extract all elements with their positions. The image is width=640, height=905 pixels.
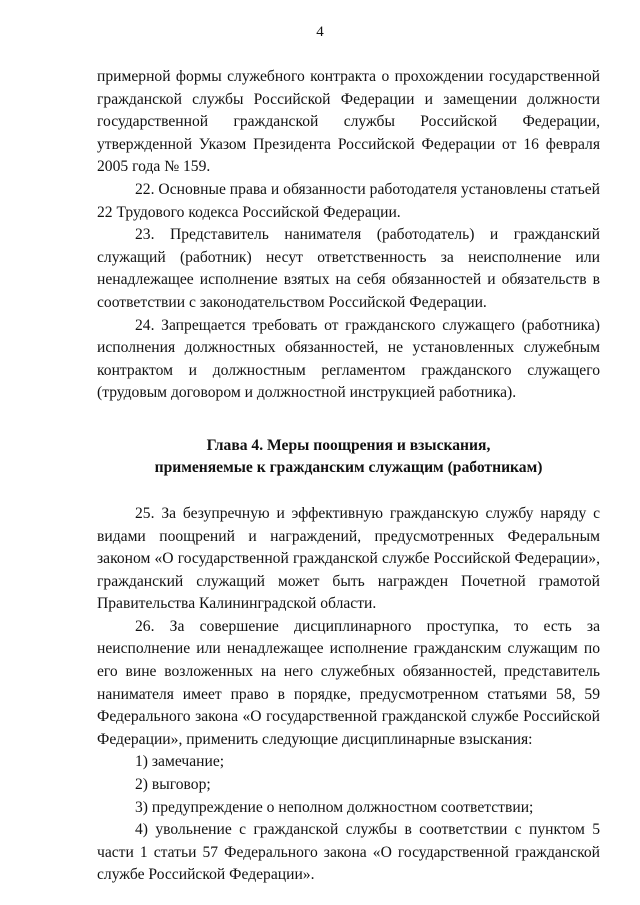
penalty-item-3: 3) предупреждение о неполном должностном соответствии; [135,798,534,816]
paragraph-23: 23. Представитель нанимателя (работодатель) и гражданский служащий (работник) несут ответственность за неисполнение или ненадлежащее исполнение взятых на себя обязанностей и обязательств в соответствии с законодательством Российской Федерации. [97,226,600,311]
paragraph-continuation: примерной формы служебного контракта о прохождении государственной гражданской службы Российской Федерации и замещении должности государственной гражданской службы Российской Федерации, утвержденной Указом Президента Российской Федерации от 16 февраля 2005 года № 159. [97,68,600,176]
chapter-title-line-2: применяемые к гражданским служащим (работникам) [154,458,543,476]
paragraph-25: 25. За безупречную и эффективную гражданскую службу наряду с видами поощрений и награждений, предусмотренных Федеральным законом «О государственной гражданской службе Российской Федерации», гражданский служащий может быть награжден Почетной грамотой Правительства Калининградской области. [97,504,600,613]
penalty-item-4: 4) увольнение с гражданской службы в соответствии с пунктом 5 части 1 статьи 57 Федерального закона «О государственной гражданской службе Российской Федерации». [97,821,600,884]
chapter-title-line-1: Глава 4. Меры поощрения и взыскания, [206,436,491,454]
penalty-item-2: 2) выговор; [135,776,211,794]
document-body [97,66,600,887]
paragraph-26: 26. За совершение дисциплинарного проступка, то есть за неисполнение или ненадлежащее исполнение гражданским служащим по его вине возложенных на него служебных обязанностей, представитель нанимателя имеет право в порядке, предусмотренном статьями 58, 59 Федерального закона «О государственной гражданской службе Российской Федерации», применить следующие дисциплинарные взыскания: [97,617,600,748]
page-number: 4 [316,24,324,40]
penalty-item-1: 1) замечание; [135,753,225,771]
paragraph-22: 22. Основные права и обязанности работодателя установлены статьей 22 Трудового кодекса Российской Федерации. [97,180,600,221]
chapter-heading [97,435,600,479]
paragraph-24: 24. Запрещается требовать от гражданского служащего (работника) исполнения должностных обязанностей, не установленных служебным контрактом и должностным регламентом гражданского служащего (трудовым договором и должностной инструкцией работника). [97,316,600,402]
